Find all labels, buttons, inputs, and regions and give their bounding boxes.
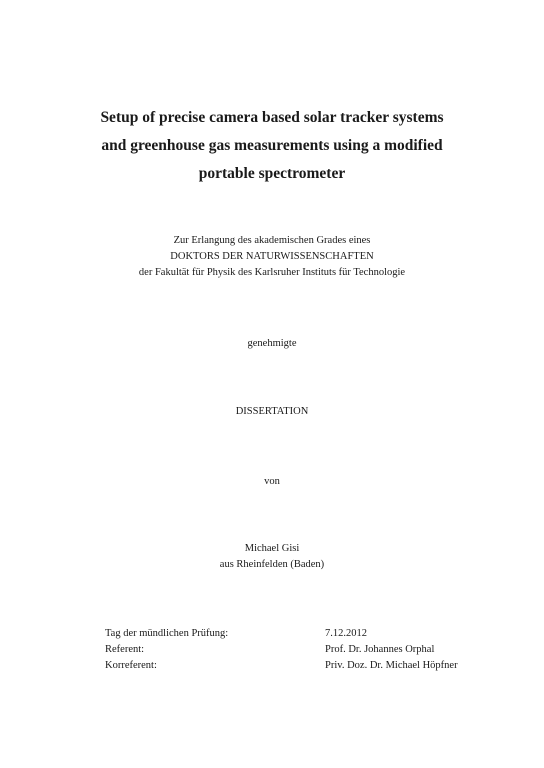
exam-info-row — [105, 658, 505, 674]
approved-label — [40, 336, 504, 352]
degree-statement — [40, 233, 504, 281]
approved-text: genehmigte — [247, 338, 297, 349]
thesis-title-line: portable spectrometer — [198, 165, 346, 182]
exam-info-key: Referent: — [105, 644, 145, 655]
author-origin: aus Rheinfelden (Baden) — [219, 559, 325, 570]
by-label — [40, 474, 504, 490]
exam-info-key: Tag der mündlichen Prüfung: — [105, 628, 229, 639]
exam-info-value: Priv. Doz. Dr. Michael Höpfner — [325, 660, 458, 671]
exam-info-table — [105, 626, 505, 674]
document-type — [40, 404, 504, 420]
degree-statement-line: DOKTORS DER NATURWISSENSCHAFTEN — [170, 251, 374, 262]
document-type-text: DISSERTATION — [235, 406, 309, 417]
exam-info-row — [105, 642, 505, 658]
exam-info-value: Prof. Dr. Johannes Orphal — [325, 644, 435, 655]
author-name: Michael Gisi — [244, 543, 300, 554]
thesis-title — [60, 104, 484, 188]
degree-statement-line: der Fakultät für Physik des Karlsruher Instituts für Technologie — [138, 267, 406, 278]
by-text: von — [264, 476, 280, 487]
exam-info-value: 7.12.2012 — [325, 628, 367, 639]
thesis-title-line: Setup of precise camera based solar tracker systems — [100, 109, 444, 126]
author-block — [40, 541, 504, 573]
exam-info-row — [105, 626, 505, 642]
thesis-title-line: and greenhouse gas measurements using a modified — [101, 137, 443, 154]
degree-statement-line: Zur Erlangung des akademischen Grades eines — [173, 235, 371, 246]
exam-info-key: Korreferent: — [105, 660, 157, 671]
